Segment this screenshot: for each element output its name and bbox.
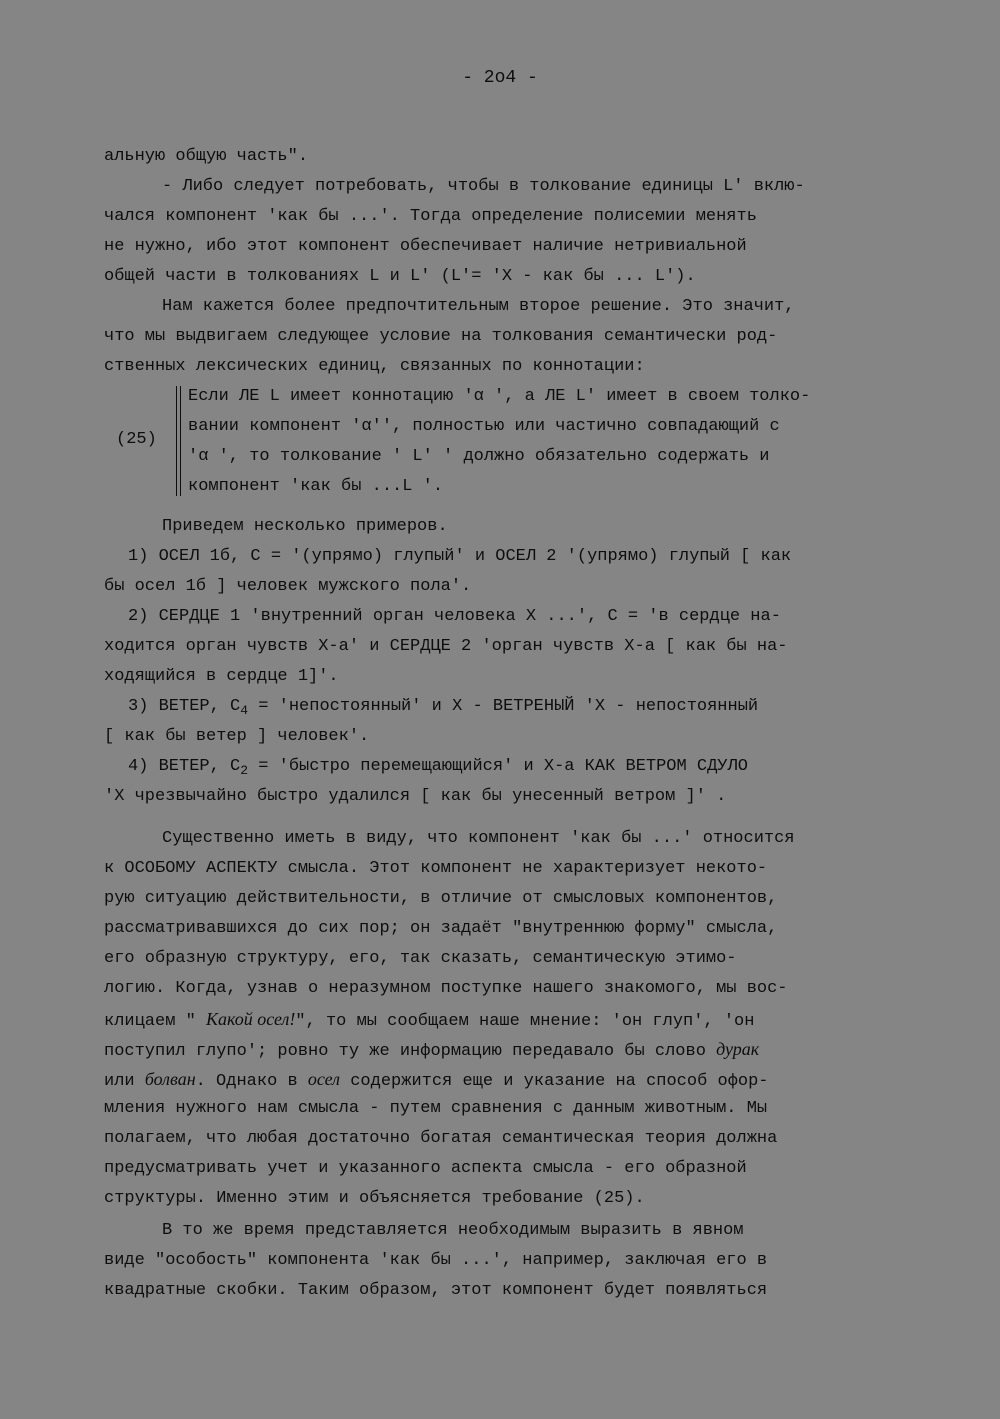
text-line: квадратные скобки. Таким образом, этот компонент будет появляться [104, 1281, 768, 1300]
text-span: ", то мы сообщаем наше мнение: 'он глуп', 'он [295, 1012, 755, 1031]
text-line: Существенно иметь в виду, что компонент 'как бы ...' относится [162, 829, 795, 848]
italic-text: Какой осел! [206, 1009, 296, 1029]
text-line [104, 1068, 894, 1093]
equation-label: (25) [116, 430, 157, 449]
text-line [104, 1038, 894, 1063]
example-line [128, 696, 898, 722]
text-line: рую ситуацию действительности, в отличие от смысловых компонентов, [104, 889, 778, 908]
text-span: поступил глупо'; ровно ту же информацию передавало бы слово [104, 1042, 717, 1061]
italic-text: болван [144, 1069, 196, 1089]
condition-line: вании компонент 'α'', полностью или частично совпадающий с [188, 417, 780, 436]
text-line: логию. Когда, узнав о неразумном поступке нашего знакомого, мы вос- [104, 979, 788, 998]
text-line: структуры. Именно этим и объясняется требование (25). [104, 1189, 645, 1208]
example-line: ходящийся в сердце 1]'. [104, 667, 339, 686]
text-span: или [104, 1072, 145, 1091]
example-line: 'X чрезвычайно быстро удалился [ как бы унесенный ветром ]' . [104, 787, 727, 806]
text-line: - Либо следует потребовать, чтобы в толкование единицы L' вклю- [162, 177, 805, 196]
example-line: [ как бы ветер ] человек'. [104, 727, 370, 746]
text-line: чался компонент 'как бы ...'. Тогда определение полисемии менять [104, 207, 757, 226]
example-line: 1) ОСЕЛ 1б, С = '(упрямо) глупый' и ОСЕЛ 2 '(упрямо) глупый [ как [128, 547, 792, 566]
text-line: В то же время представляется необходимым выразить в явном [162, 1221, 744, 1240]
example-line: 2) СЕРДЦЕ 1 'внутренний орган человека X ...', С = 'в сердце на- [128, 607, 781, 626]
example-line [128, 756, 898, 782]
example-text: 3) ВЕТЕР, С [128, 697, 241, 716]
italic-text: дурак [716, 1039, 760, 1059]
text-line: полагаем, что любая достаточно богатая семантическая теория должна [104, 1129, 778, 1148]
example-text: 4) ВЕТЕР, С [128, 757, 241, 776]
text-line: общей части в толкованиях L и L' (L'= 'X - как бы ... L'). [104, 267, 696, 286]
condition-line: Если ЛЕ L имеет коннотацию 'α ', а ЛЕ L' имеет в своем толко- [188, 387, 811, 406]
condition-line: компонент 'как бы ...L '. [188, 477, 444, 496]
subscript: 4 [240, 703, 249, 718]
condition-bracket [176, 386, 181, 496]
page-number: - 2o4 - [462, 68, 538, 88]
text-line: его образную структуру, его, так сказать, семантическую этимо- [104, 949, 737, 968]
text-line: что мы выдвигаем следующее условие на толкования семантически род- [104, 327, 778, 346]
text-line: Нам кажется более предпочтительным второе решение. Это значит, [162, 297, 795, 316]
text-line: альную общую часть". [104, 147, 309, 166]
subscript: 2 [240, 763, 249, 778]
text-line: рассматривавшихся до сих пор; он задаёт "внутреннюю форму" смысла, [104, 919, 778, 938]
text-span: клицаем " [104, 1012, 207, 1031]
text-line: к ОСОБОМУ АСПЕКТУ смысла. Этот компонент не характеризует некото- [104, 859, 768, 878]
text-line: мления нужного нам смысла - путем сравнения с данным животным. Мы [104, 1099, 768, 1118]
text-line: ственных лексических единиц, связанных по коннотации: [104, 357, 645, 376]
text-line: Приведем несколько примеров. [162, 517, 448, 536]
italic-text: осел [307, 1069, 341, 1089]
text-span: . Однако в [195, 1072, 308, 1091]
example-line: бы осел 1б ] человек мужского пола'. [104, 577, 472, 596]
text-span: содержится еще и указание на способ офор- [340, 1072, 769, 1091]
example-text: = 'быстро перемещающийся' и Х-а КАК ВЕТРОМ СДУЛО [248, 757, 748, 776]
example-text: = 'непостоянный' и X - ВЕТРЕНЫЙ 'X - непостоянный [248, 697, 759, 716]
condition-line: 'α ', то толкование ' L' ' должно обязательно содержать и [188, 447, 770, 466]
example-line: ходится орган чувств Х-а' и СЕРДЦЕ 2 'орган чувств Х-а [ как бы на- [104, 637, 788, 656]
text-line: виде "особость" компонента 'как бы ...', например, заключая его в [104, 1251, 768, 1270]
text-line [104, 1008, 894, 1033]
text-line: предусматривать учет и указанного аспекта смысла - его образной [104, 1159, 747, 1178]
text-line: не нужно, ибо этот компонент обеспечивает наличие нетривиальной [104, 237, 747, 256]
